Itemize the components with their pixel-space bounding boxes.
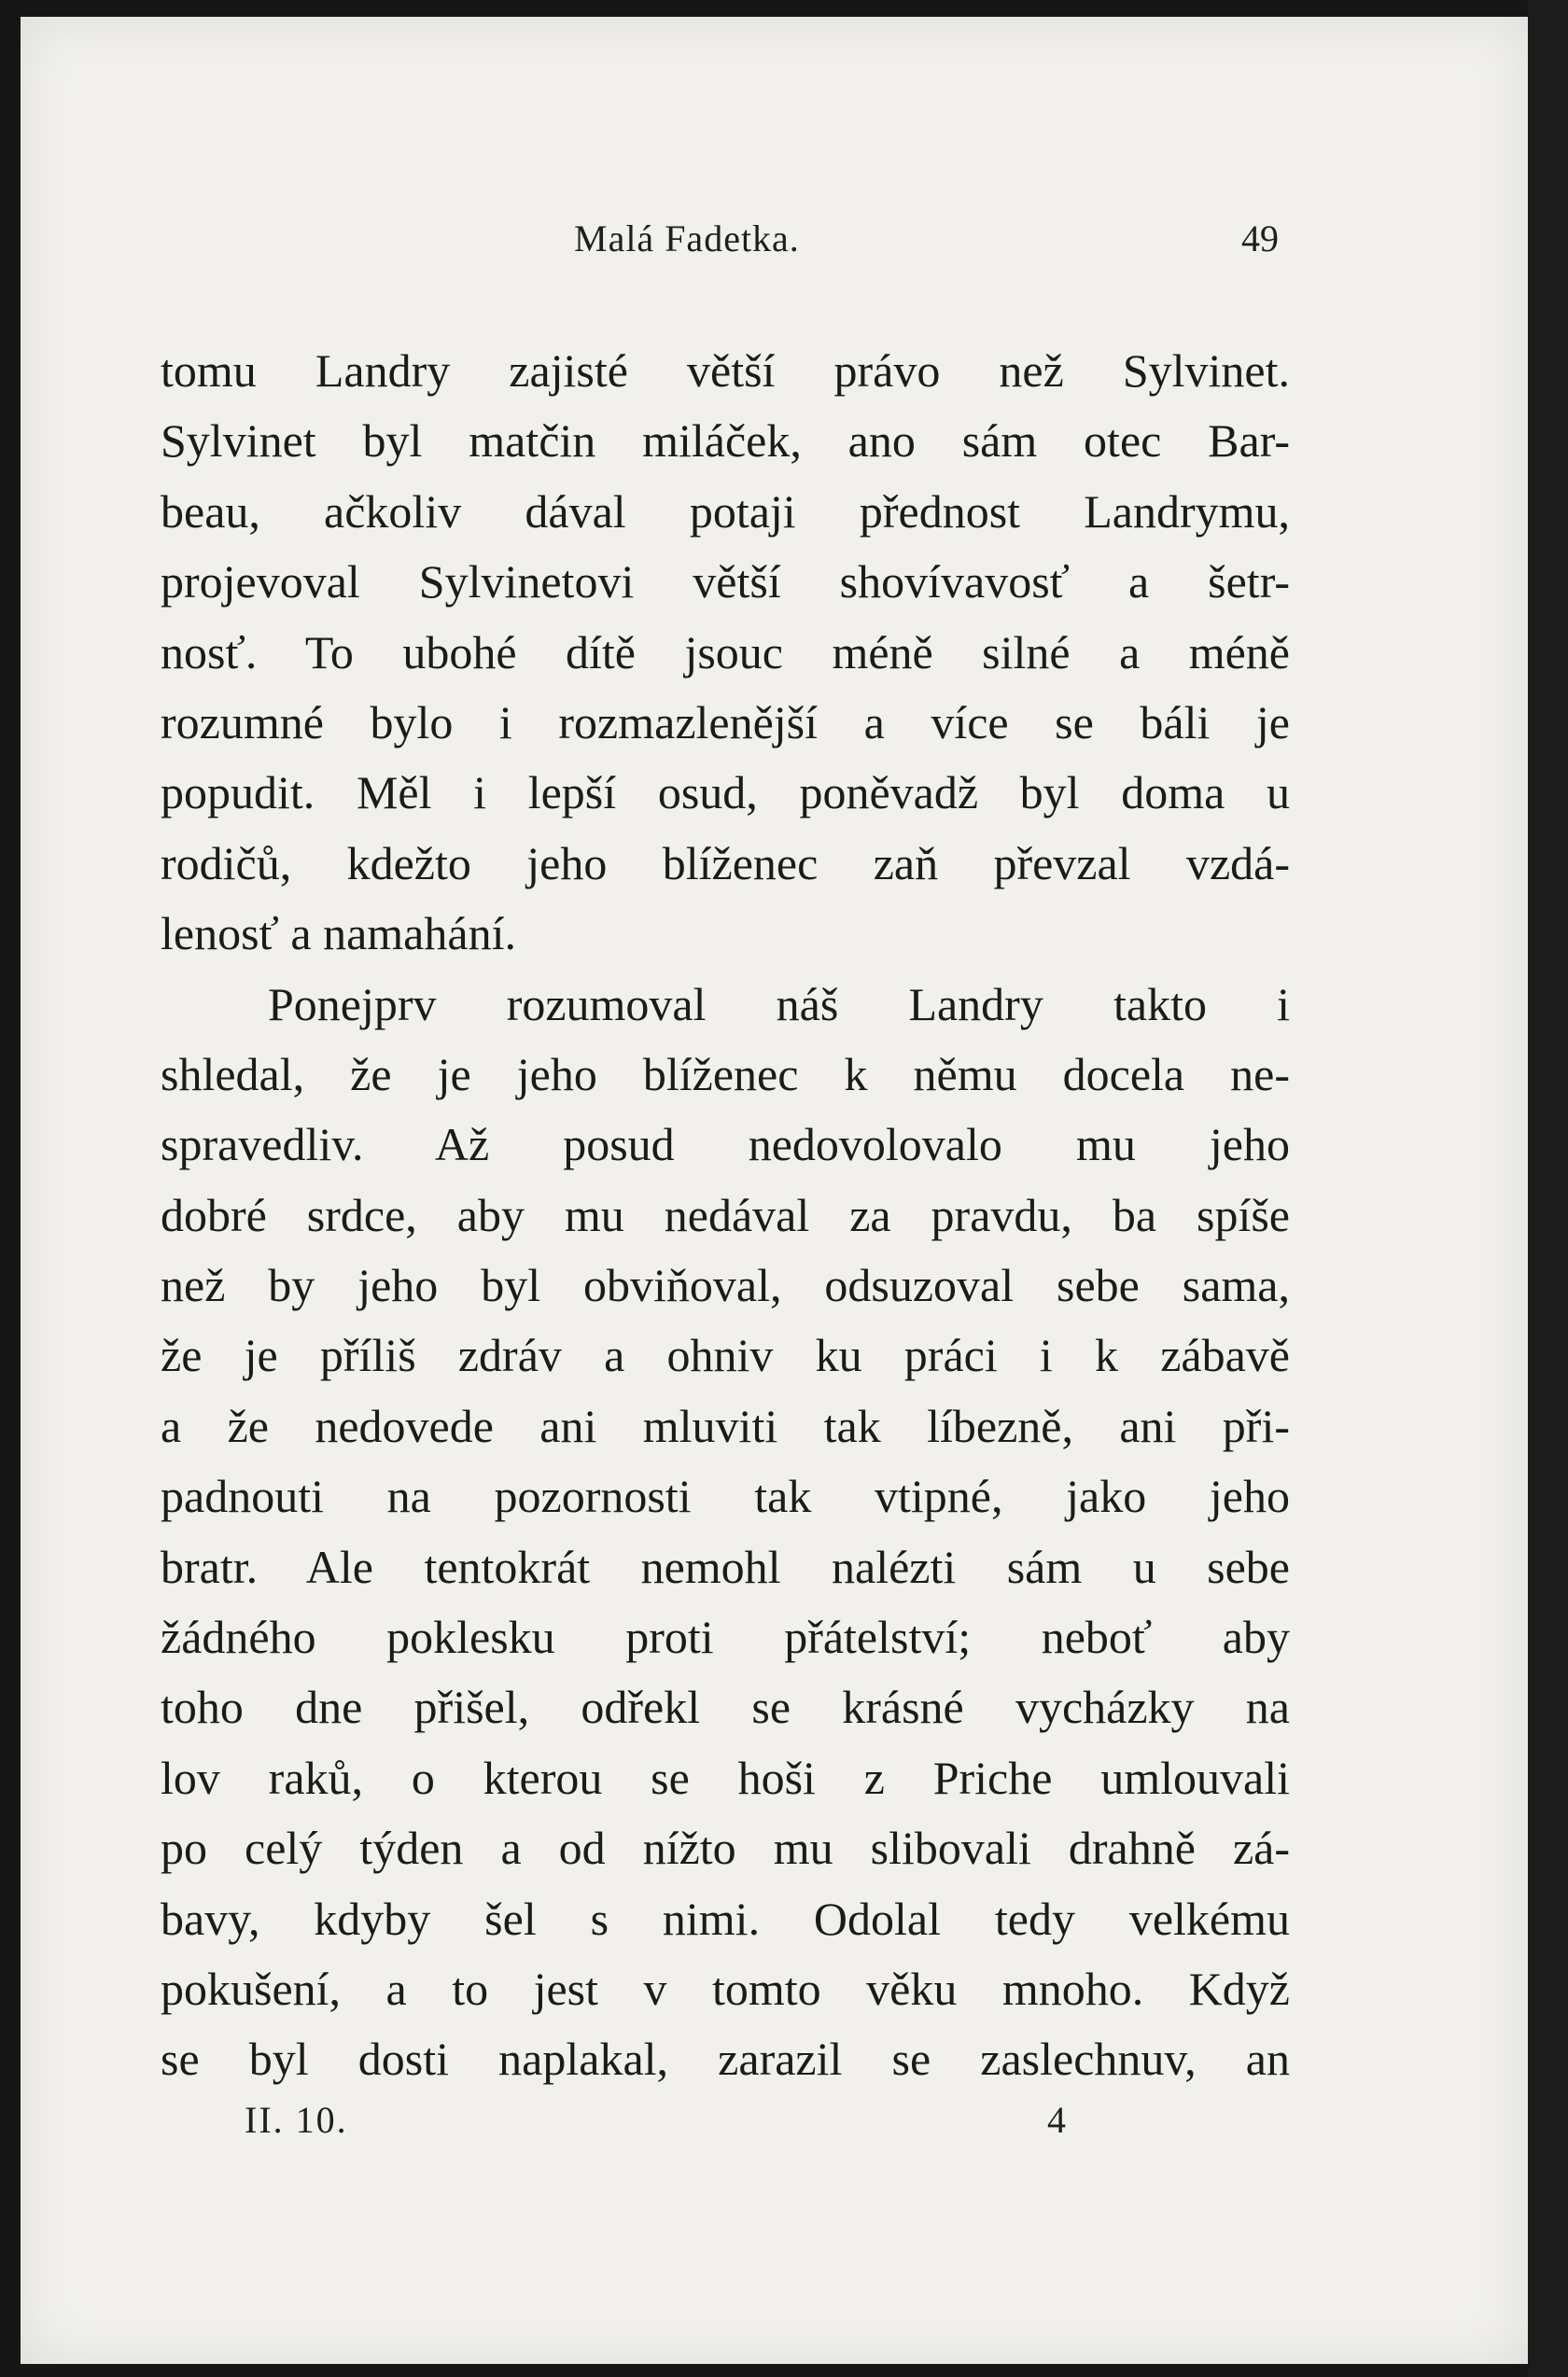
text-line: žádného poklesku proti přátelství; neboť aby [161, 1611, 1290, 1664]
text-line: než by jeho byl obviňoval, odsuzoval sebe sama, [161, 1259, 1290, 1312]
text-line: a že nedovede ani mluviti tak líbezně, ani při- [161, 1399, 1290, 1452]
text-line: tomu Landry zajisté větší právo než Sylvinet. [161, 344, 1290, 397]
page-number: 49 [1241, 217, 1279, 259]
paragraph-end-line: lenosť a namahání. [161, 907, 516, 960]
text-line: pokušení, a to jest v tomto věku mnoho. Když [161, 1962, 1290, 2015]
text-line: spravedliv. Až posud nedovolovalo mu jeho [161, 1118, 1290, 1171]
text-line: lov raků, o kterou se hoši z Priche umlouvali [161, 1751, 1290, 1804]
paragraph-first-line: Ponejprv rozumoval náš Landry takto i [268, 977, 1290, 1030]
sheet-number: 4 [1047, 2099, 1066, 2141]
text-line: že je příliš zdráv a ohniv ku práci i k zábavě [161, 1329, 1290, 1382]
text-line: shledal, že je jeho blíženec k němu docela ne- [161, 1047, 1290, 1100]
text-line: bavy, kdyby šel s nimi. Odolal tedy velkému [161, 1892, 1290, 1945]
text-line: nosť. To ubohé dítě jsouc méně silné a méně [161, 625, 1290, 678]
printer-signature: II. 10. [245, 2099, 348, 2141]
running-title: Malá Fadetka. [574, 217, 800, 259]
body-text [161, 336, 1290, 2095]
text-line: po celý týden a od nížto mu slibovali drahně zá- [161, 1822, 1290, 1875]
text-line: padnouti na pozornosti tak vtipné, jako jeho [161, 1470, 1290, 1523]
text-line: se byl dosti naplakal, zarazil se zaslechnuv, an [161, 2033, 1290, 2086]
text-line: projevoval Sylvinetovi větší shovívavosť a šetr- [161, 555, 1290, 608]
text-line: Sylvinet byl matčin miláček, ano sám otec Bar- [161, 414, 1290, 468]
page-header [560, 217, 1279, 263]
page-footer [245, 2098, 1085, 2145]
text-line: popudit. Měl i lepší osud, poněvadž byl doma u [161, 766, 1290, 819]
text-line: beau, ačkoliv dával potaji přednost Landrymu, [161, 484, 1290, 538]
scan-edge [1528, 0, 1568, 2377]
text-line: toho dne přišel, odřekl se krásné vycházky na [161, 1681, 1290, 1734]
text-line: bratr. Ale tentokrát nemohl nalézti sám u sebe [161, 1540, 1290, 1593]
text-line: dobré srdce, aby mu nedával za pravdu, ba spíše [161, 1188, 1290, 1241]
text-line: rozumné bylo i rozmazlenější a více se báli je [161, 695, 1290, 748]
text-line: rodičů, kdežto jeho blíženec zaň převzal vzdá- [161, 836, 1290, 889]
